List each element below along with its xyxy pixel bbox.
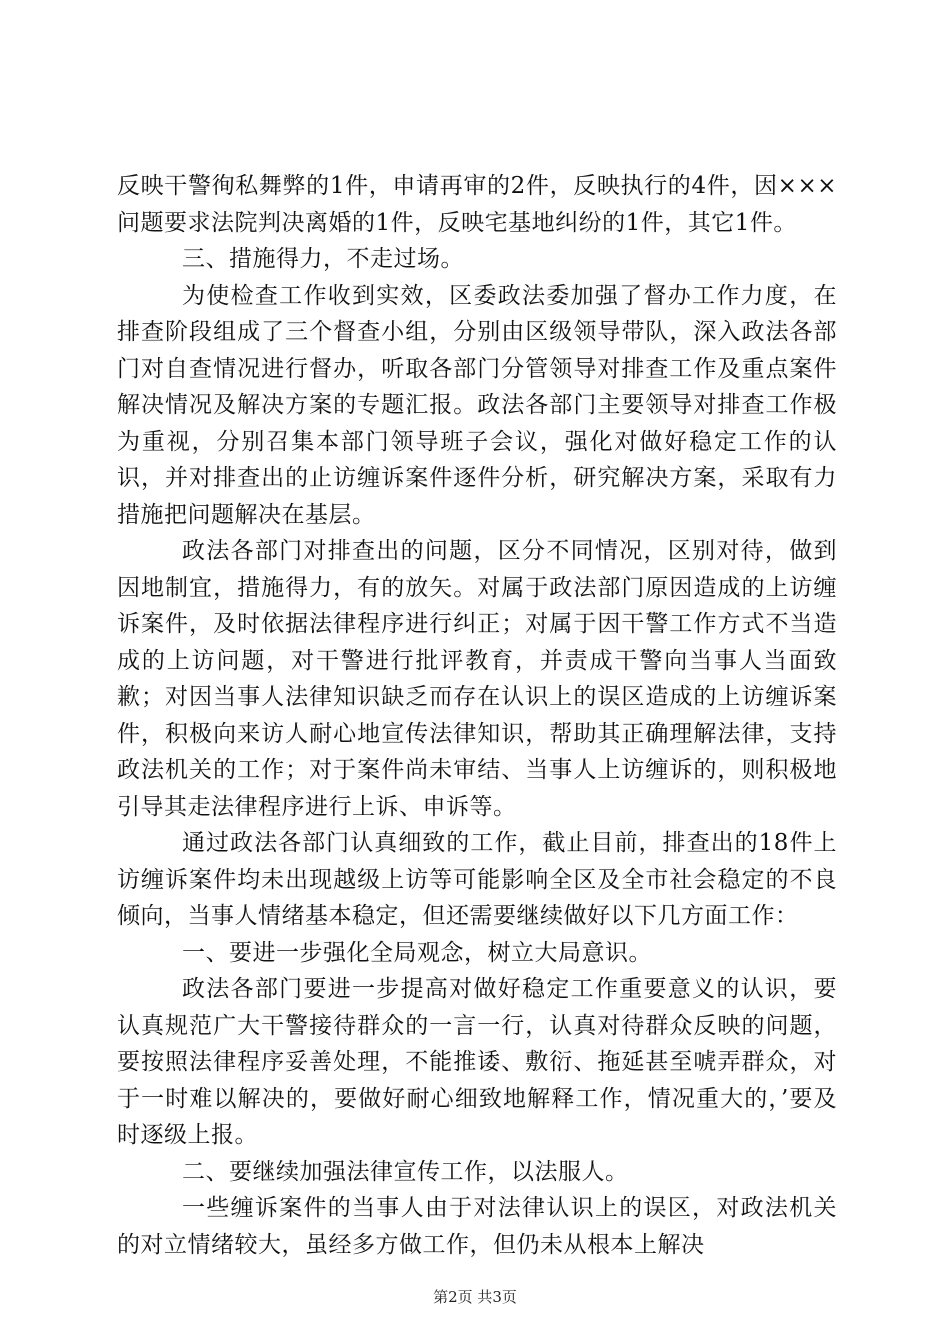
page-number-footer: 第2页 共3页	[433, 1288, 517, 1306]
document-body	[117, 168, 837, 1263]
task-heading-1: 一、要进一步强化全局观念，树立大局意识。	[182, 939, 652, 966]
task-heading-2: 二、要继续加强法律宣传工作，以法服人。	[182, 1158, 629, 1185]
paragraph-2: 为使检查工作收到实效，区委政法委加强了督办工作力度，在排查阶段组成了三个督查小组，分别由区级领导带队，深入政法各部门对自查情况进行督办，听取各部门分管领导对排查工作及重点案件解决情况及解决方案的专题汇报。政法各部门主要领导对排查工作极为重视，分别召集本部门领导班子会议，强化对做好稳定工作的认识，并对排查出的止访缠诉案件逐件分析，研究解决方案，采取有力措施把问题解决在基层。	[117, 282, 837, 528]
paragraph-4: 通过政法各部门认真细致的工作，截止目前，排查出的18件上访缠诉案件均未出现越级上访等可能影响全区及全市社会稳定的不良倾向，当事人情绪基本稳定，但还需要继续做好以下几方面工作：	[117, 830, 837, 929]
paragraph-5: 政法各部门要进一步提高对做好稳定工作重要意义的认识，要认真规范广大干警接待群众的一言一行，认真对待群众反映的问题，要按照法律程序妥善处理，不能推诿、敷衍、拖延甚至唬弄群众，对于一时难以解决的，要做好耐心细致地解释工作，情况重大的，’要及时逐级上报。	[117, 976, 837, 1148]
paragraph-1: 反映干警徇私舞弊的1件，申请再审的2件，反映执行的4件，因×××问题要求法院判决离婚的1件，反映宅基地纠纷的1件，其它1件。	[117, 173, 837, 236]
section-heading-3: 三、措施得力，不走过场。	[182, 246, 464, 272]
paragraph-6: 一些缠诉案件的当事人由于对法律认识上的误区，对政法机关的对立情绪较大，虽经多方做工作，但仍未从根本上解决	[117, 1195, 837, 1258]
paragraph-3: 政法各部门对排查出的问题，区分不同情况，区别对待，做到因地制宜，措施得力，有的放矢。对属于政法部门原因造成的上访缠诉案件，及时依据法律程序进行纠正；对属于因干警工作方式不当造成的上访问题，对干警进行批评教育，并责成干警向当事人当面致歉；对因当事人法律知识缺乏而存在认识上的误区造成的上访缠诉案件，积极向来访人耐心地宣传法律知识，帮助其正确理解法律，支持政法机关的工作；对于案件尚未审结、当事人上访缠诉的，则积极地引导其走法律程序进行上诉、申诉等。	[117, 538, 837, 820]
